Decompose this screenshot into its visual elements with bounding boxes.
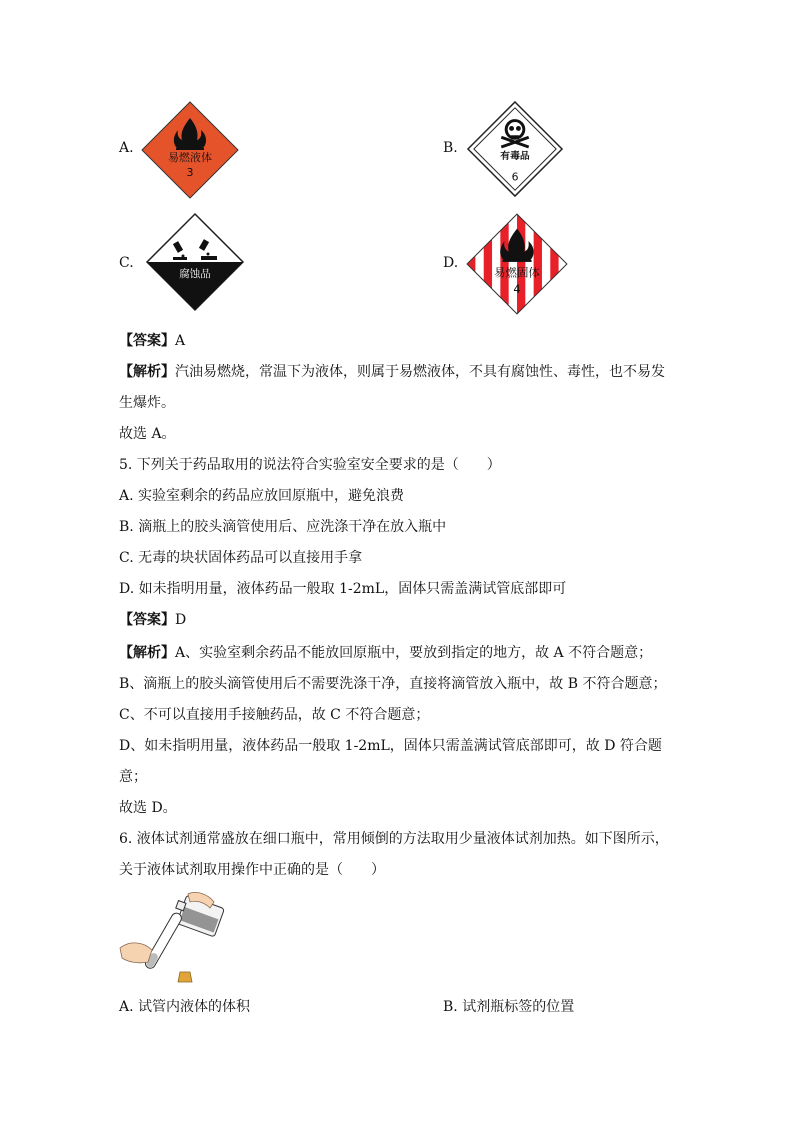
icon-d-name: 易燃固体 [494, 265, 540, 280]
option-a-letter: A. [119, 140, 134, 156]
option-d-letter: D. [443, 255, 459, 271]
q5-option-c: C. 无毒的块状固体药品可以直接用手拿 [119, 550, 363, 566]
q5-analysis-line2: B、滴瓶上的胶头滴管使用后不需要洗涤干净，直接将滴管放入瓶中，故 B 不符合题意； [119, 676, 667, 692]
q5-answer: 【答案】D [119, 612, 187, 628]
option-c-letter: C. [119, 255, 134, 271]
option-b-letter: B. [443, 140, 458, 156]
icon-c-name: 腐蚀品 [179, 268, 211, 280]
icon-a-name: 易燃液体 [168, 151, 212, 164]
q5-conclusion: 故选 D。 [119, 800, 177, 816]
icon-a-class: 3 [186, 166, 194, 179]
q4-analysis-line2: 生爆炸。 [119, 395, 175, 411]
q6-stem-line1: 6. 液体试剂通常盛放在细口瓶中，常用倾倒的方法取用少量液体试剂加热。如下图所示， [119, 831, 669, 847]
icon-b-class: 6 [511, 170, 519, 184]
q4-answer: 【答案】A [119, 333, 186, 349]
flammable-liquid-icon [140, 100, 240, 200]
icon-d-class: 4 [513, 282, 521, 297]
q6-stem-line2: 关于液体试剂取用操作中正确的是（ ） [119, 862, 385, 878]
q5-option-a: A. 实验室剩余的药品应放回原瓶中，避免浪费 [119, 488, 405, 504]
pouring-liquid-illustration [118, 888, 228, 988]
q5-analysis-line5: 意； [119, 769, 147, 785]
q5-analysis-line4: D、如未指明用量，液体药品一般取 1-2mL，固体只需盖满试管底部即可，故 D 符合题 [119, 738, 662, 754]
toxic-icon [466, 100, 564, 198]
q6-option-a: A. 试管内液体的体积 [119, 999, 251, 1015]
q5-analysis-line3: C、不可以直接用手接触药品，故 C 不符合题意； [119, 707, 430, 723]
q4-analysis-line1: 【解析】汽油易燃烧，常温下为液体，则属于易燃液体，不具有腐蚀性、毒性，也不易发 [119, 364, 665, 380]
q5-option-d: D. 如未指明用量，液体药品一般取 1-2mL，固体只需盖满试管底部即可 [119, 581, 567, 597]
q6-option-b: B. 试剂瓶标签的位置 [443, 999, 575, 1015]
corrosive-icon [145, 212, 245, 312]
q5-analysis-line1: 【解析】A、实验室剩余药品不能放回原瓶中，要放到指定的地方，故 A 不符合题意； [119, 645, 653, 661]
q5-option-b: B. 滴瓶上的胶头滴管使用后、应洗涤干净在放入瓶中 [119, 519, 447, 535]
q5-stem: 5. 下列关于药品取用的说法符合实验室安全要求的是（ ） [119, 457, 501, 473]
icon-b-name: 有毒品 [500, 150, 530, 162]
flammable-solid-icon [465, 212, 569, 316]
q4-conclusion: 故选 A。 [119, 426, 176, 442]
